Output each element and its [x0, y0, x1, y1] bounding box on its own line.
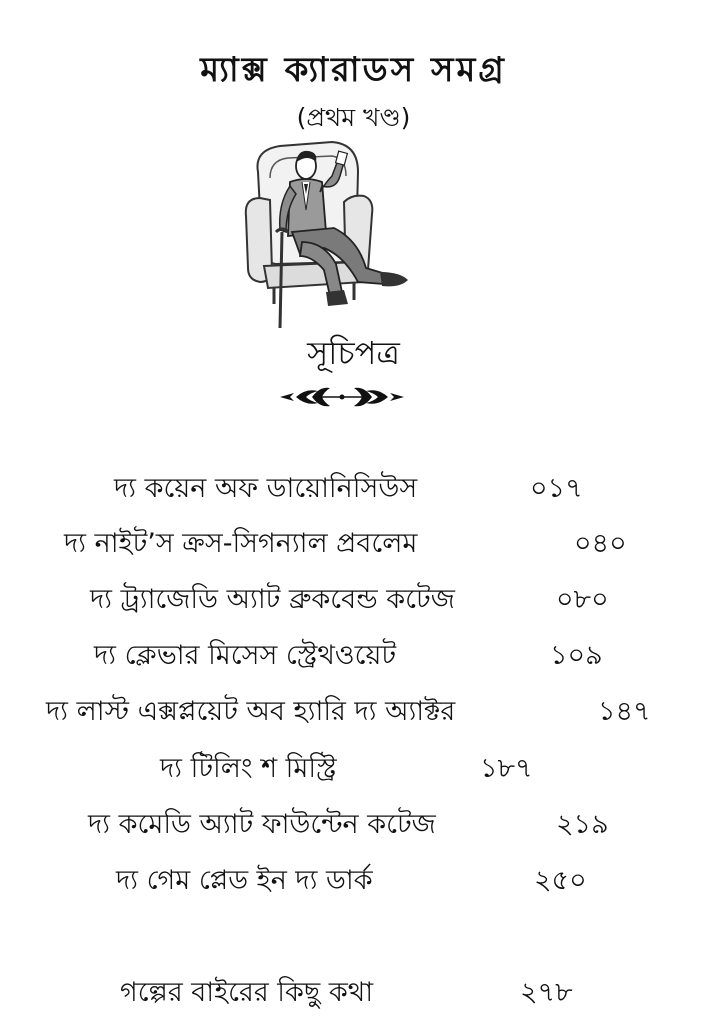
ornament-divider-icon [276, 382, 408, 412]
contents-entry [0, 972, 707, 1012]
entry-title: দ্য লাস্ট এক্সপ্লয়েট অব হ্যারি দ্য অ্যাক্টর [46, 696, 456, 727]
entry-page: ০৮০ [556, 584, 609, 615]
contents-entry [0, 579, 707, 619]
seated-man-illustration [240, 132, 420, 332]
contents-heading: সূচিপত্র [307, 334, 400, 372]
book-title: ম্যাক্স ক্যারাডস সমগ্র [200, 50, 507, 90]
entry-title: দ্য ট্র্যাজেডি অ্যাট ব্রুকবেন্ড কটেজ [90, 584, 455, 615]
entry-page: ২৫০ [534, 865, 587, 896]
contents-entry [0, 635, 707, 675]
entry-title: দ্য টিলিং শ মিস্ট্রি [160, 753, 337, 784]
contents-entry [0, 804, 707, 844]
entry-title: দ্য গেম প্লেড ইন দ্য ডার্ক [116, 865, 373, 896]
volume-label: (প্রথম খণ্ড) [296, 103, 411, 132]
entry-page: ২৭৮ [520, 977, 573, 1008]
entry-page: ০১৭ [530, 473, 583, 504]
entry-title: দ্য নাইট’স ক্রস-সিগন্যাল প্রবলেম [64, 528, 418, 559]
entry-page: ২১৯ [556, 809, 609, 840]
entry-page: ০৪০ [574, 528, 627, 559]
contents-entry [0, 748, 707, 788]
contents-entry [0, 860, 707, 900]
contents-entry [0, 691, 707, 731]
entry-page: ১০৯ [550, 640, 603, 671]
entry-title: দ্য কমেডি অ্যাট ফাউন্টেন কটেজ [88, 809, 436, 840]
entry-title: গল্পের বাইরের কিছু কথা [120, 977, 374, 1008]
contents-entry [0, 468, 707, 508]
entry-title: দ্য কয়েন অফ ডায়োনিসিউস [114, 473, 418, 504]
contents-entry [0, 523, 707, 563]
entry-title: দ্য ক্লেভার মিসেস স্ট্রেথওয়েট [94, 640, 397, 671]
entry-page: ১৮৭ [480, 753, 533, 784]
entry-page: ১৪৭ [598, 696, 651, 727]
